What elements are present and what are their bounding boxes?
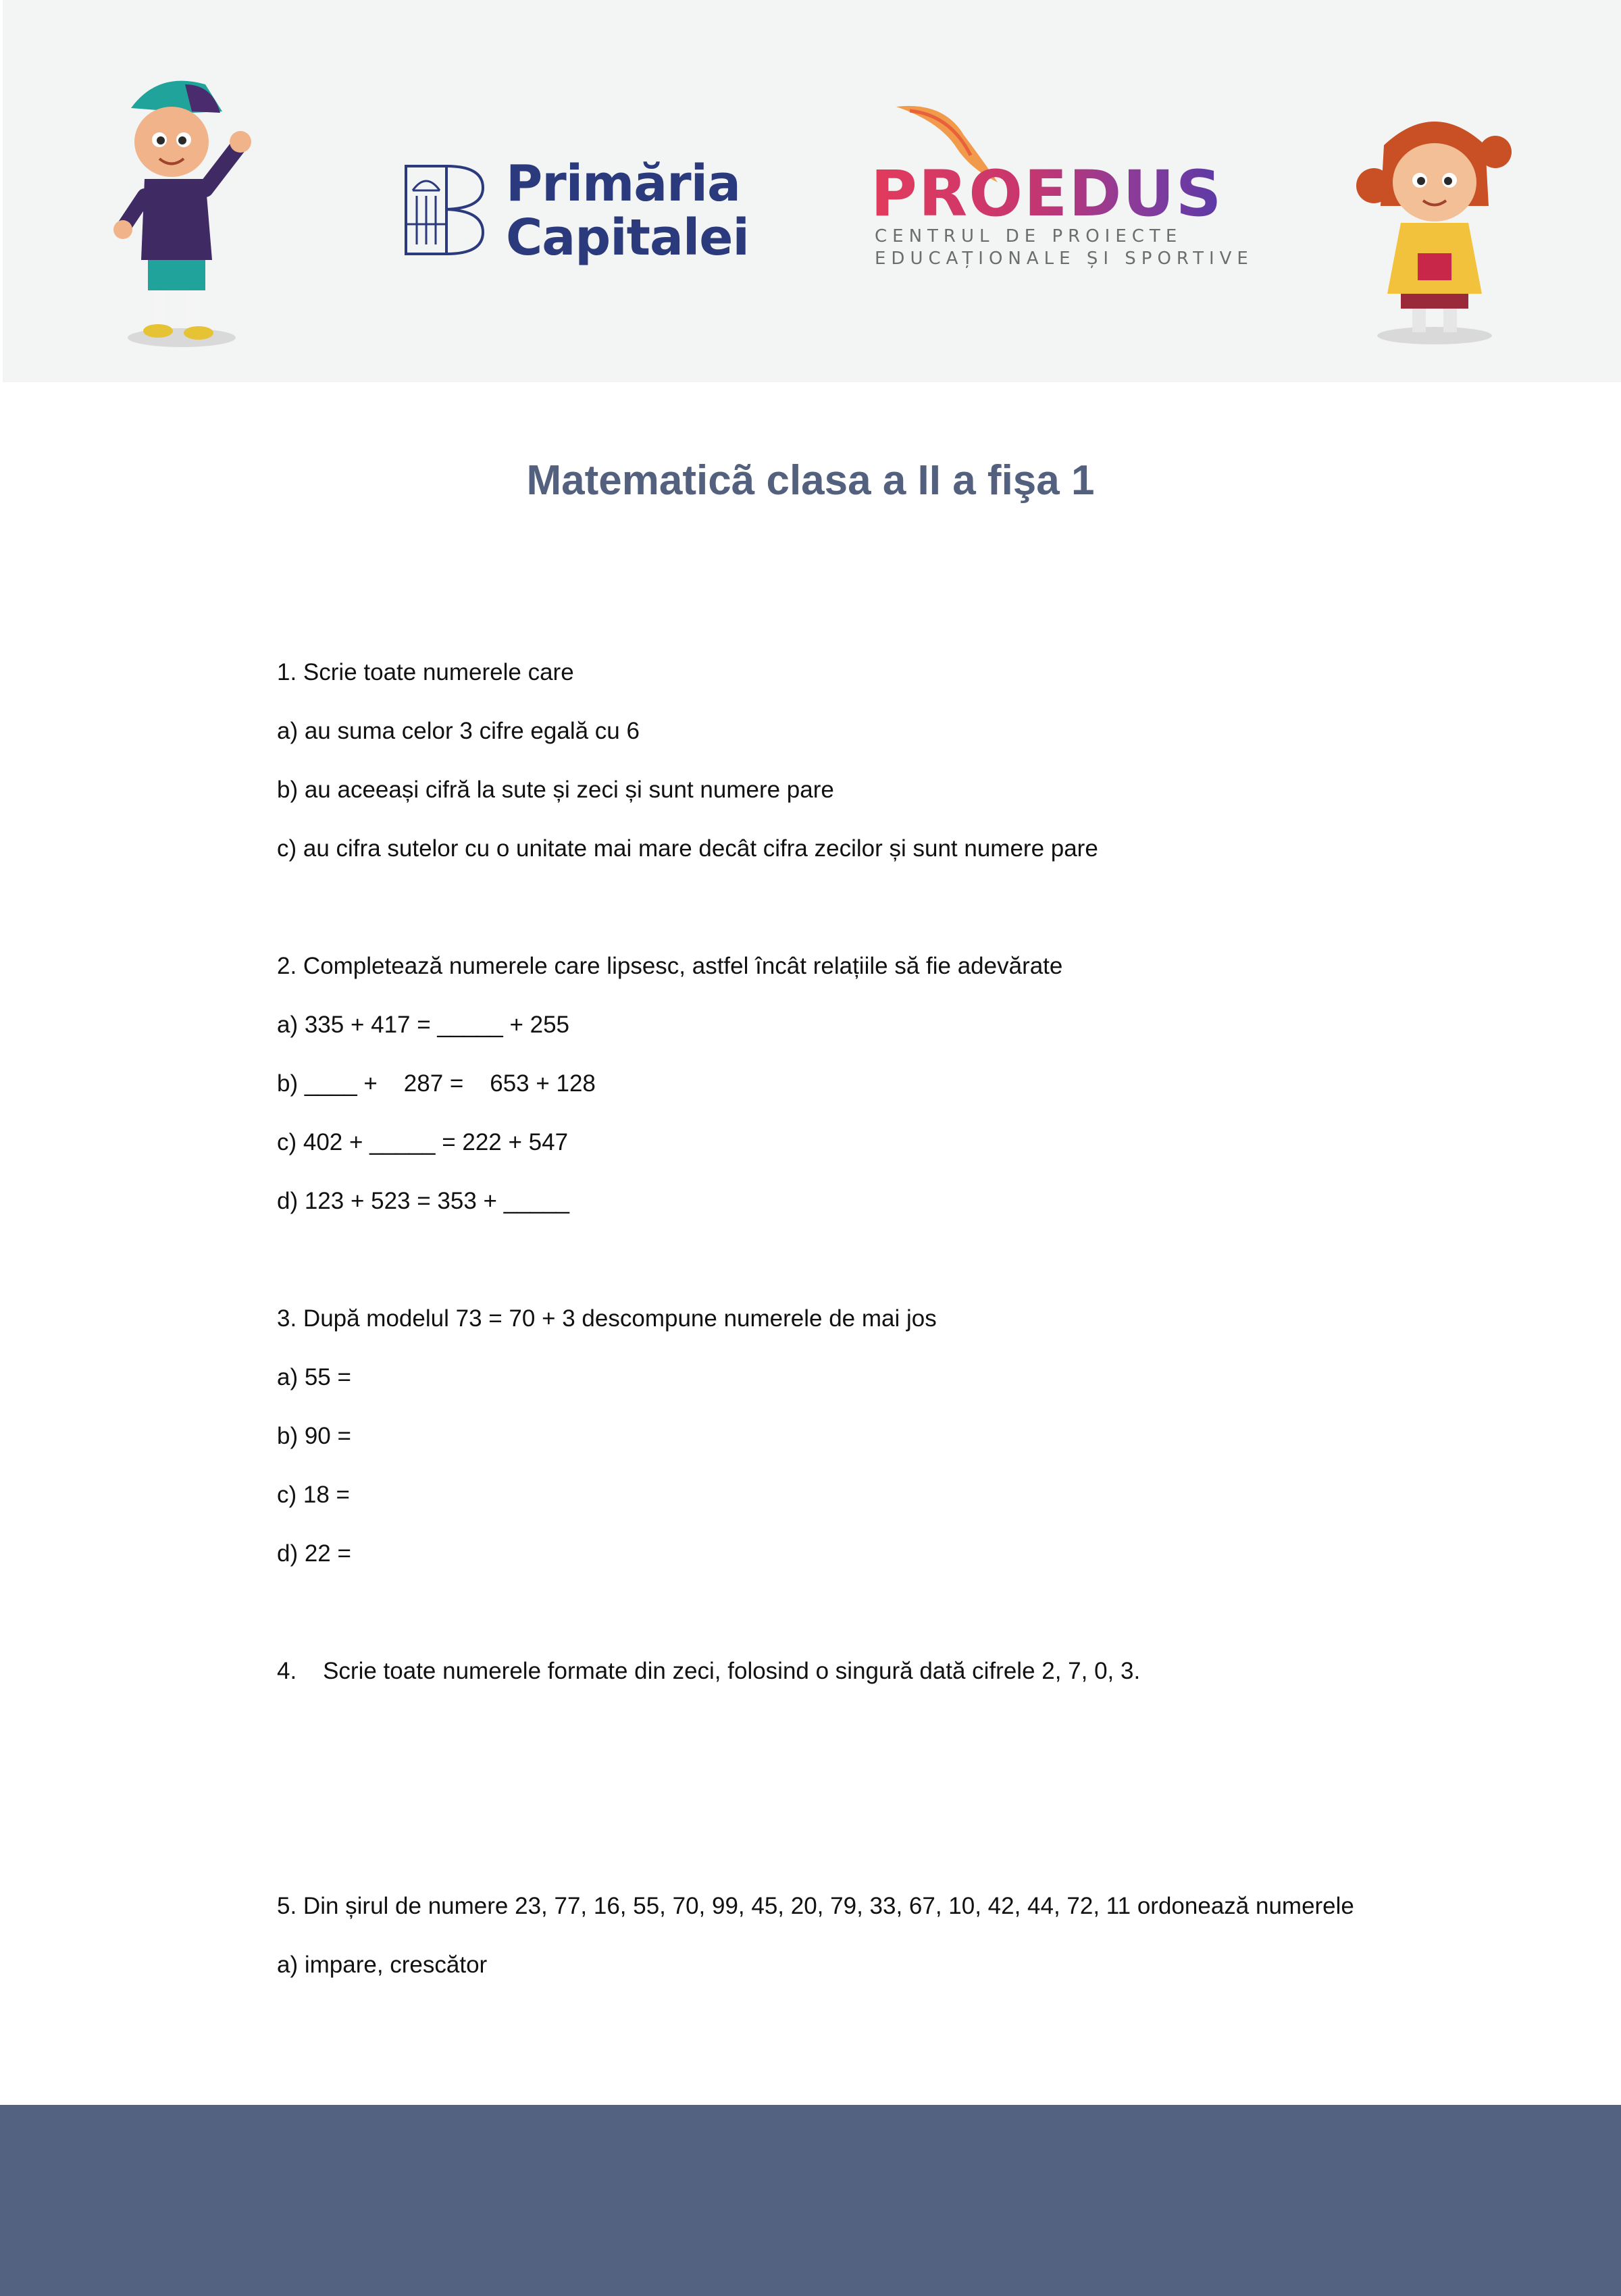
exercise-2-item-b: b) ____ + 287 = 653 + 128 [277,1070,596,1097]
exercise-2-item-c: c) 402 + _____ = 222 + 547 [277,1129,569,1155]
exercise-2-heading: 2. Completează numerele care lipsesc, astfel încât relațiile să fie adevărate [277,953,1063,979]
boy-mascot-icon [104,64,259,355]
exercise-2-item-d: d) 123 + 523 = 353 + _____ [277,1188,570,1214]
exercise-2-item-a: a) 335 + 417 = _____ + 255 [277,1012,570,1038]
exercise-1-item-c: c) au cifra sutelor cu o unitate mai mare decât cifra zecilor și sunt numere pare [277,835,1098,862]
exercise-1-item-a: a) au suma celor 3 cifre egală cu 6 [277,718,640,744]
exercise-3-heading: 3. După modelul 73 = 70 + 3 descompune numerele de mai jos [277,1305,937,1332]
exercise-4-heading: 4. Scrie toate numerele formate din zeci, folosind o singură dată cifrele 2, 7, 0, 3. [277,1658,1141,1684]
exercise-3-item-a: a) 55 = [277,1364,351,1390]
proedus-wordmark: PROEDUS [871,157,1223,231]
primaria-emblem-icon [405,163,484,257]
exercise-5-item-a: a) impare, crescător [277,1952,488,1978]
exercise-1-heading: 1. Scrie toate numerele care [277,659,574,685]
proedus-subtitle-line1: CENTRUL DE PROIECTE [875,226,1183,246]
girl-mascot-icon [1350,98,1519,348]
page-header [3,0,1621,382]
primaria-capitalei-logo [405,155,749,270]
exercise-3-item-d: d) 22 = [277,1540,351,1567]
exercise-3-item-c: c) 18 = [277,1482,350,1508]
exercise-1-item-b: b) au aceeași cifră la sute și zeci și sunt numere pare [277,777,834,803]
page-footer [0,2105,1621,2296]
page-title: Matematicã clasa a II a fişa 1 [526,457,1095,504]
proedus-logo [871,101,1254,269]
exercise-5-heading: 5. Din șirul de numere 23, 77, 16, 55, 70, 99, 45, 20, 79, 33, 67, 10, 42, 44, 72, 11 ordonează numerele [277,1893,1354,1919]
proedus-subtitle-line2: EDUCAȚIONALE ȘI SPORTIVE [875,249,1254,269]
exercise-3-item-b: b) 90 = [277,1423,351,1449]
primaria-logo-text: Primăria Capitalei [506,155,749,267]
